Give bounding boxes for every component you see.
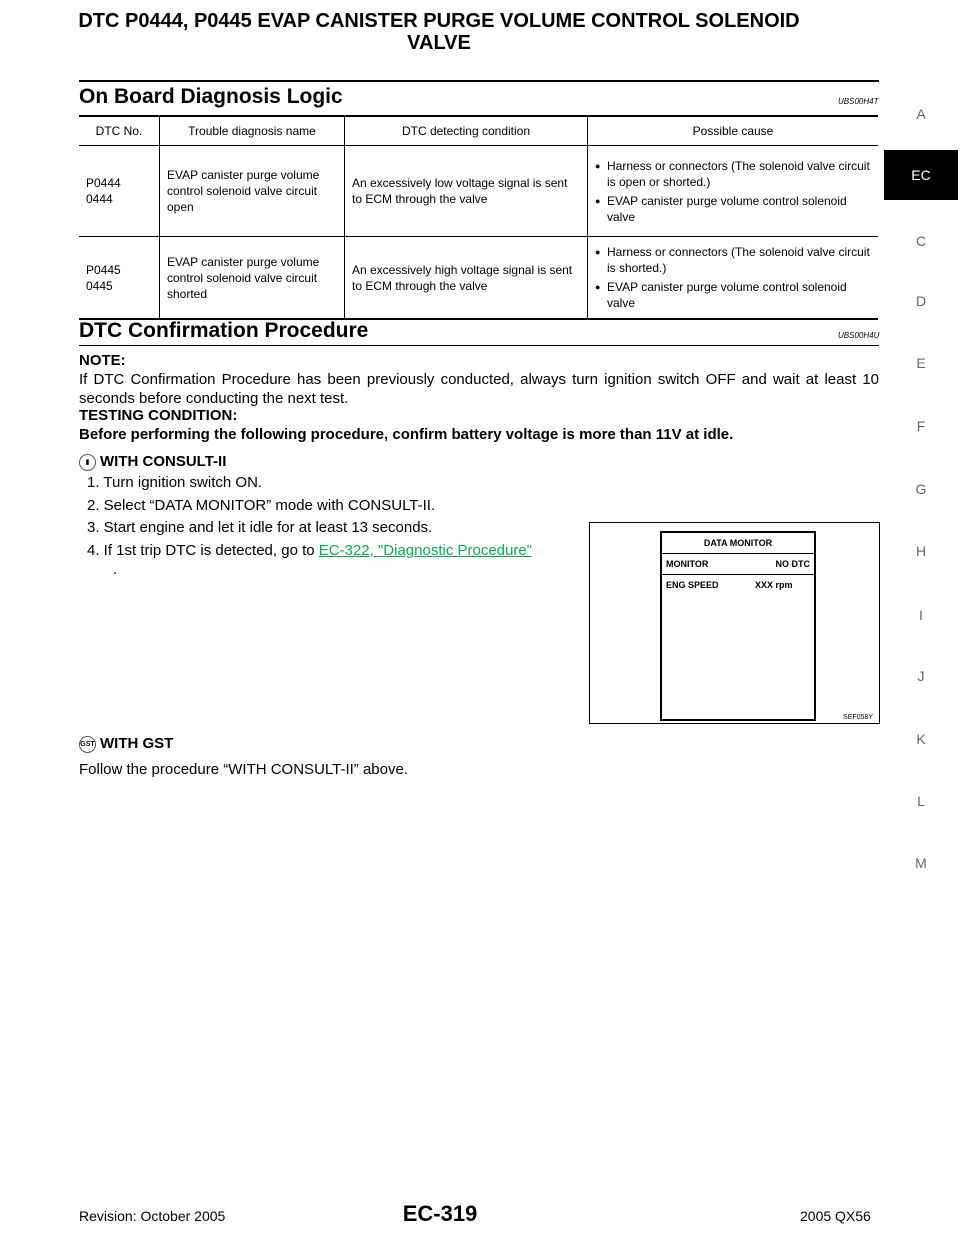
col-dtc-no: DTC No.	[79, 116, 160, 146]
dtc-code: P0445	[86, 262, 121, 277]
cause-cell	[588, 146, 879, 237]
table-header-row	[79, 116, 878, 146]
section-code: UBS00H4U	[838, 331, 880, 340]
section-heading-diagnosis-logic: On Board Diagnosis Logic	[79, 85, 343, 108]
nav-item-e[interactable]: E	[916, 355, 926, 371]
col-possible-cause: Possible cause	[588, 116, 879, 146]
data-monitor-figure	[589, 522, 880, 724]
footer-model: 2005 QX56	[800, 1208, 871, 1224]
dtc-cell	[79, 237, 160, 320]
testing-text: Before performing the following procedure, confirm battery voltage is more than 11V at idle.	[79, 426, 734, 443]
nav-item-h[interactable]: H	[915, 543, 927, 559]
table-row	[79, 237, 878, 320]
nav-item-l[interactable]: L	[917, 793, 925, 809]
step-3: 3. Start engine and let it idle for at least 13 seconds.	[87, 519, 433, 536]
cause-item: ● Harness or connectors (The solenoid valve circuit is open or shorted.)	[595, 158, 871, 190]
gst-icon: GST	[79, 736, 96, 753]
nav-item-i[interactable]: I	[919, 607, 923, 623]
monitor-row-label: ENG SPEED	[666, 580, 719, 590]
monitor-col2: NO DTC	[775, 559, 810, 569]
nav-item-f[interactable]: F	[916, 418, 926, 434]
note-label: NOTE:	[79, 352, 126, 369]
header-rule	[79, 80, 879, 82]
monitor-screen	[660, 531, 816, 721]
col-detecting-condition: DTC detecting condition	[345, 116, 588, 146]
title-line-1: DTC P0444, P0445 EVAP CANISTER PURGE VOLUME CONTROL SOLENOID	[78, 10, 800, 32]
cause-item: ● EVAP canister purge volume control solenoid valve	[595, 279, 871, 311]
step-4-tail: .	[113, 561, 118, 578]
monitor-header-row	[662, 554, 814, 575]
diagnostic-procedure-link[interactable]: EC-322, "Diagnostic Procedure"	[318, 542, 533, 559]
consult-title-text: WITH CONSULT-II	[100, 453, 227, 470]
condition-cell: An excessively high voltage signal is sent to ECM through the valve	[345, 237, 588, 320]
dtc-table	[79, 115, 878, 320]
step-4	[87, 542, 532, 559]
nav-item-a[interactable]: A	[916, 106, 926, 122]
monitor-data-row	[662, 575, 814, 595]
footer-revision: Revision: October 2005	[79, 1208, 226, 1224]
col-trouble-name: Trouble diagnosis name	[160, 116, 345, 146]
gst-title	[79, 734, 879, 753]
section-rule	[79, 345, 879, 346]
cause-item: ● Harness or connectors (The solenoid valve circuit is shorted.)	[595, 244, 871, 276]
step-4-text: 4. If 1st trip DTC is detected, go to	[87, 542, 315, 559]
cause-item: ● EVAP canister purge volume control solenoid valve	[595, 193, 871, 225]
step-1: 1. Turn ignition switch ON.	[87, 474, 263, 491]
title-line-2: VALVE	[407, 32, 471, 54]
trouble-name-cell: EVAP canister purge volume control solenoid valve circuit open	[160, 146, 345, 237]
consult-title	[79, 452, 879, 471]
footer-page-number: EC-319	[402, 1201, 478, 1226]
figure-code: SEF058Y	[843, 714, 873, 721]
section-code: UBS00H4T	[838, 97, 879, 106]
trouble-name-cell: EVAP canister purge volume control solenoid valve circuit shorted	[160, 237, 345, 320]
testing-label: TESTING CONDITION:	[79, 407, 238, 424]
dtc-code-alt: 0444	[86, 192, 113, 206]
monitor-col1: MONITOR	[666, 559, 709, 569]
cause-cell	[588, 237, 879, 320]
note-text: If DTC Confirmation Procedure has been previously conducted, always turn ignition switch OFF and wait at least 10 seconds before conducting the next test.	[79, 371, 879, 407]
step-2: 2. Select “DATA MONITOR” mode with CONSULT-II.	[87, 497, 436, 514]
gst-title-text: WITH GST	[100, 735, 174, 752]
condition-cell: An excessively low voltage signal is sent to ECM through the valve	[345, 146, 588, 237]
consult-icon: ▮	[79, 454, 96, 471]
nav-item-c[interactable]: C	[915, 233, 927, 249]
nav-item-k[interactable]: K	[916, 731, 926, 747]
dtc-code-alt: 0445	[86, 278, 113, 293]
gst-text: Follow the procedure “WITH CONSULT-II” above.	[79, 761, 408, 778]
page-title	[0, 10, 878, 54]
section-heading-confirmation: DTC Confirmation Procedure	[79, 319, 369, 342]
nav-item-d[interactable]: D	[915, 293, 927, 309]
monitor-title: DATA MONITOR	[662, 533, 814, 554]
dtc-code: P0444	[86, 176, 121, 190]
table-row	[79, 146, 878, 237]
nav-item-j[interactable]: J	[917, 668, 925, 684]
nav-item-ec-active[interactable]: EC	[884, 150, 958, 200]
dtc-cell	[79, 146, 160, 237]
nav-item-g[interactable]: G	[915, 481, 927, 497]
nav-item-m[interactable]: M	[915, 855, 927, 871]
monitor-row-value: XXX rpm	[755, 580, 793, 590]
